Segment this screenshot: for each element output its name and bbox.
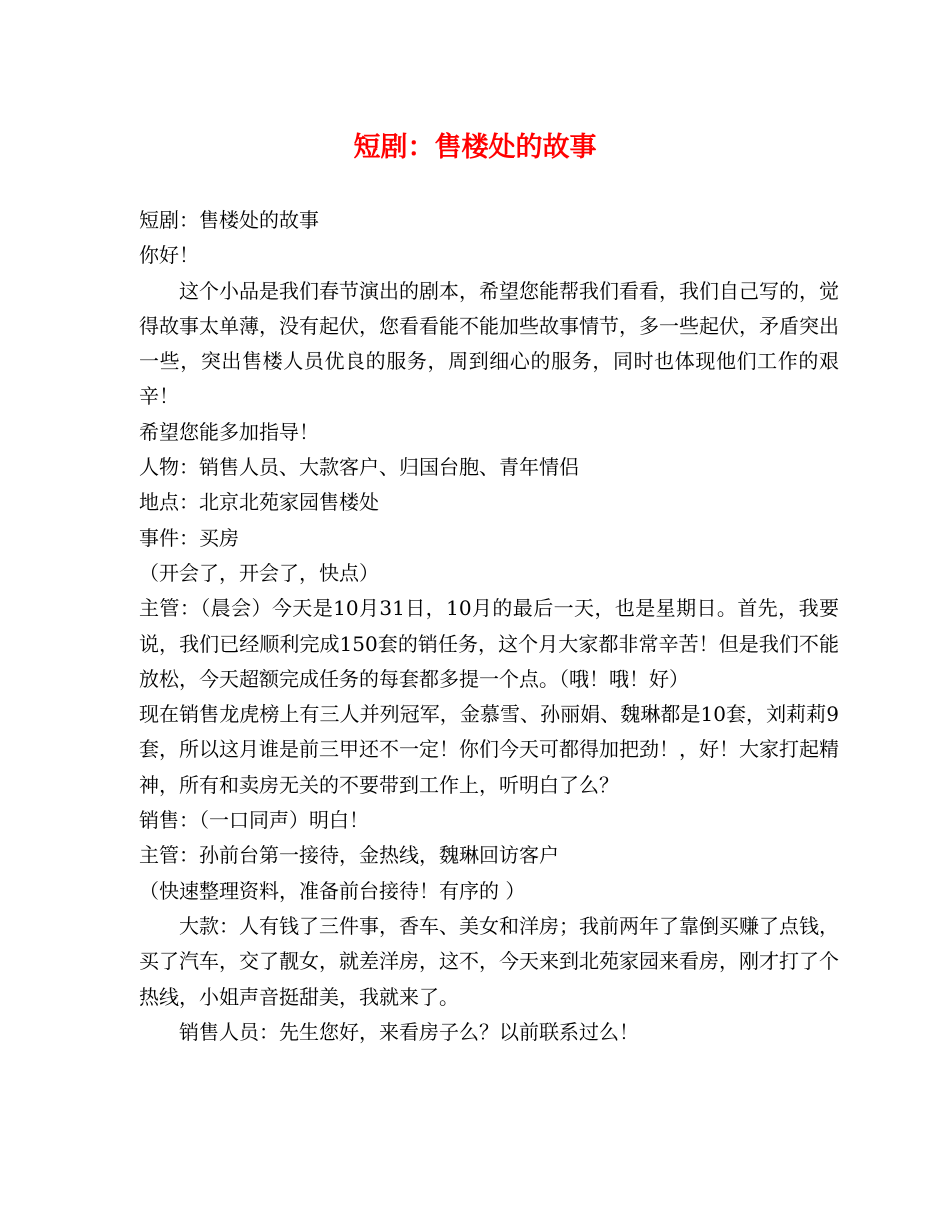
paragraph-event: 事件：买房 — [139, 525, 239, 550]
paragraph-request: 希望您能多加指导！ — [139, 419, 319, 444]
paragraph-supervisor-meeting: 主管：（晨会）今天是10月31日，10月的最后一天，也是星期日。首先，我要说，我们已经顺利完成150套的销任务，这个月大家都非常辛苦！但是我们不能放松，今天超额完成任务的每套都多提一个点。（哦！哦！好） — [139, 596, 839, 691]
paragraph-greeting: 你好！ — [139, 243, 199, 268]
document-body — [139, 203, 839, 1050]
document-title: 短剧：售楼处的故事 — [353, 132, 597, 163]
paragraph-intro: 这个小品是我们春节演出的剧本，希望您能帮我们看看，我们自己写的，觉得故事太单薄，没有起伏，您看看能不能加些故事情节，多一些起伏，矛盾突出一些，突出售楼人员优良的服务，周到细心的服务，同时也体现他们工作的艰辛！ — [139, 278, 839, 409]
paragraph-characters: 人物：销售人员、大款客户、归国台胞、青年情侣 — [139, 455, 579, 480]
paragraph-sales-reply: 销售：（一口同声）明白！ — [139, 808, 369, 833]
paragraph-stage-direction-2: （快速整理资料，准备前台接待！有序的 ） — [139, 878, 526, 903]
paragraph-heading: 短剧：售楼处的故事 — [139, 208, 319, 232]
paragraph-stage-direction: （开会了，开会了，快点） — [139, 560, 379, 585]
paragraph-location: 地点：北京北苑家园售楼处 — [139, 490, 379, 515]
paragraph-sales-ranking: 现在销售龙虎榜上有三人并列冠军，金慕雪、孙丽娟、魏琳都是10套，刘莉莉9套，所以这月谁是前三甲还不一定！你们今天可都得加把劲！，好！大家打起精神，所有和卖房无关的不要带到工作上，听明白了么？ — [139, 702, 839, 797]
paragraph-supervisor-assign: 主管：孙前台第一接待，金热线，魏琳回访客户 — [139, 843, 559, 868]
paragraph-salesperson: 销售人员：先生您好，来看房子么？以前联系过么！ — [179, 1019, 639, 1044]
paragraph-rich-client: 大款：人有钱了三件事，香车、美女和洋房；我前两年了靠倒买赚了点钱，买了汽车，交了靓女，就差洋房，这不，今天来到北苑家园来看房，刚才打了个热线，小姐声音挺甜美，我就来了。 — [139, 913, 839, 1009]
